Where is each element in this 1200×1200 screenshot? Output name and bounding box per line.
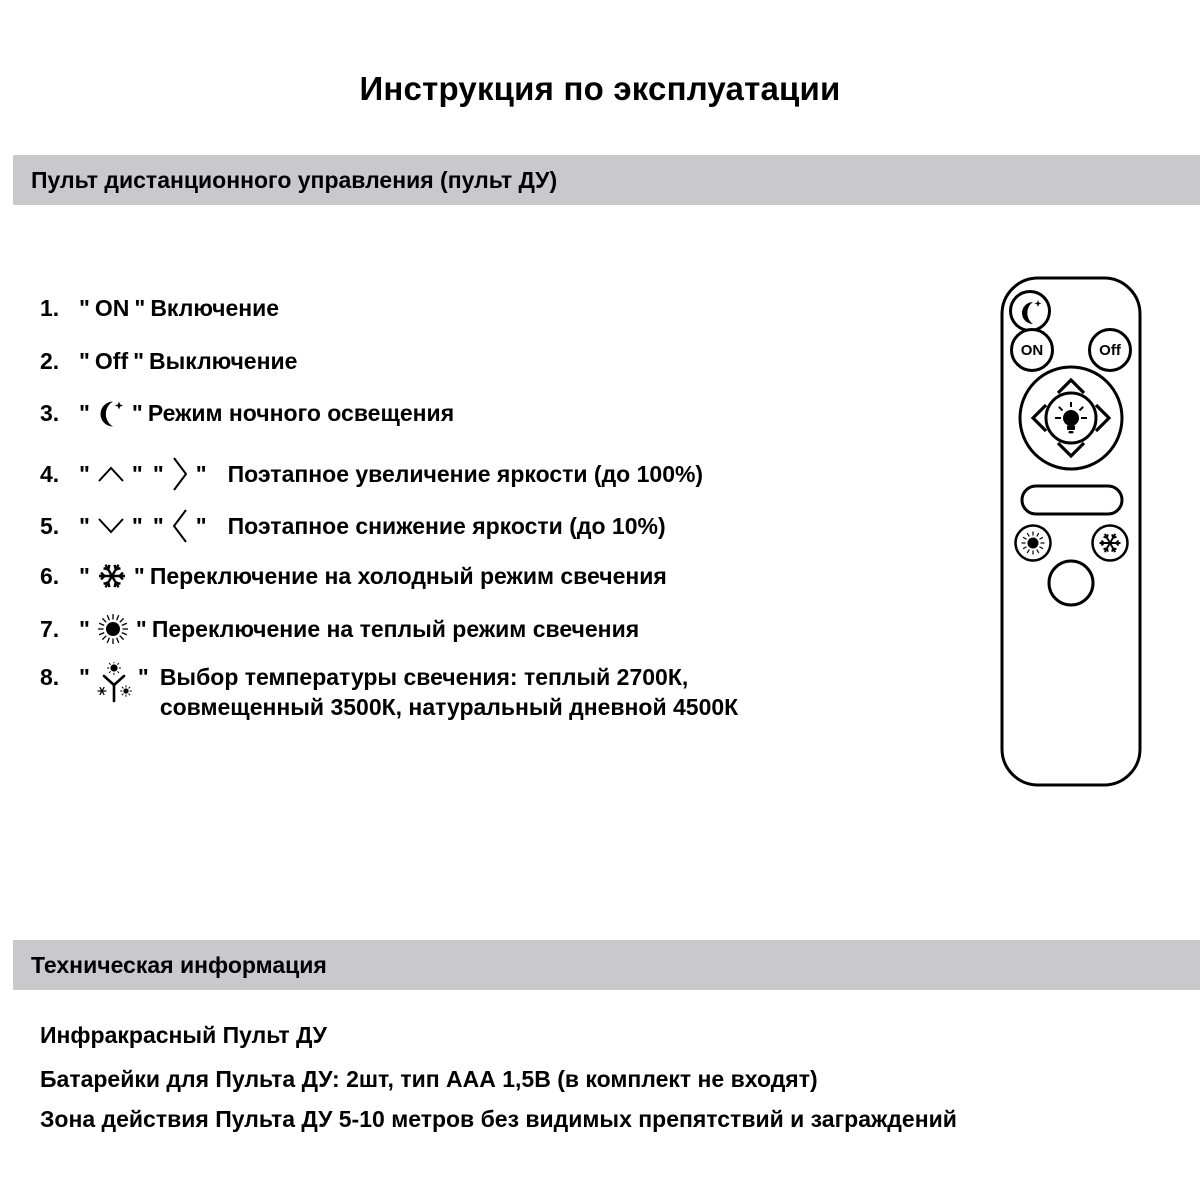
item-number: 7.	[40, 615, 60, 642]
quote: "	[152, 512, 164, 539]
item-number: 3.	[40, 399, 60, 426]
list-item-off	[40, 348, 297, 375]
quote: "	[134, 295, 146, 321]
quote: "	[79, 295, 90, 321]
chevron-left-icon	[169, 506, 191, 546]
cold-mode-button	[1093, 526, 1128, 561]
item-text: Переключение на холодный режим свечения	[149, 562, 667, 589]
quote: "	[131, 399, 143, 426]
on-label: ON	[94, 295, 130, 321]
item-text: Поэтапное увеличение яркости (до 100%)	[227, 460, 704, 487]
item-number: 5.	[40, 512, 60, 539]
off-button	[1090, 330, 1131, 371]
quote: "	[131, 460, 143, 487]
item-text	[160, 662, 738, 722]
item-number: 2.	[40, 348, 60, 374]
item-number: 1.	[40, 295, 60, 321]
chevron-up-icon	[95, 463, 127, 485]
quote: "	[152, 460, 164, 487]
quote: "	[133, 348, 145, 374]
item-text: Переключение на теплый режим свечения	[151, 615, 640, 642]
quote: "	[135, 615, 147, 642]
section-header-remote	[13, 155, 1200, 205]
list-item-night-mode	[40, 397, 454, 429]
quote: "	[195, 460, 207, 487]
list-item-brightness-up	[40, 454, 703, 494]
item-text-line2: совмещенный 3500К, натуральный дневной 4500К	[159, 694, 739, 720]
section-header-remote-label: Пульт дистанционного управления (пульт ДУ)	[31, 166, 558, 193]
moon-icon	[95, 397, 127, 429]
section-header-tech-label: Техническая информация	[31, 951, 327, 978]
remote-control-illustration	[1000, 276, 1142, 787]
tech-line-batteries: Батарейки для Пульта ДУ: 2шт, тип ААА 1,5В (в комплект не входят)	[40, 1066, 818, 1092]
list-item-color-temperature	[40, 662, 738, 722]
off-button-label: Off	[1099, 341, 1121, 359]
item-text: Поэтапное снижение яркости (до 10%)	[227, 512, 666, 539]
warm-mode-button	[1016, 526, 1051, 561]
quote: "	[79, 348, 90, 374]
page-title: Инструкция по эксплуатации	[359, 70, 841, 107]
item-text: Режим ночного освещения	[147, 399, 455, 426]
quote: "	[79, 615, 90, 642]
quote: "	[137, 664, 149, 690]
quote: "	[79, 512, 90, 539]
quote: "	[133, 562, 145, 589]
on-button	[1012, 330, 1053, 371]
quote: "	[79, 562, 90, 589]
quote: "	[79, 664, 90, 690]
tech-line-remote-type: Инфракрасный Пульт ДУ	[40, 1022, 327, 1048]
item-text-line1: Выбор температуры свечения: теплый 2700К,	[159, 664, 689, 690]
quote: "	[131, 512, 143, 539]
off-label: Off	[94, 348, 129, 374]
snowflake-icon	[95, 559, 129, 593]
tech-line-range: Зона действия Пульта ДУ 5-10 метров без видимых препятствий и заграждений	[40, 1106, 957, 1132]
list-item-cold-mode	[40, 559, 667, 593]
quote: "	[79, 399, 90, 426]
item-number: 6.	[40, 562, 60, 589]
round-button	[1049, 561, 1093, 605]
list-item-brightness-down	[40, 506, 666, 546]
list-item-on	[40, 295, 279, 322]
on-button-label: ON	[1020, 341, 1044, 359]
dpad-brightness-control	[1020, 367, 1122, 469]
item-text: Включение	[150, 295, 280, 321]
chevron-right-icon	[169, 454, 191, 494]
item-number: 4.	[40, 460, 60, 487]
list-item-warm-mode	[40, 611, 639, 647]
color-temperature-icon	[95, 662, 133, 704]
item-number: 8.	[40, 664, 60, 690]
item-text: Выключение	[149, 348, 298, 374]
quote: "	[79, 460, 90, 487]
section-header-tech	[13, 940, 1200, 990]
sun-icon	[95, 611, 131, 647]
quote: "	[195, 512, 207, 539]
night-mode-button	[1011, 292, 1050, 331]
pill-button	[1022, 486, 1122, 514]
chevron-down-icon	[95, 515, 127, 537]
